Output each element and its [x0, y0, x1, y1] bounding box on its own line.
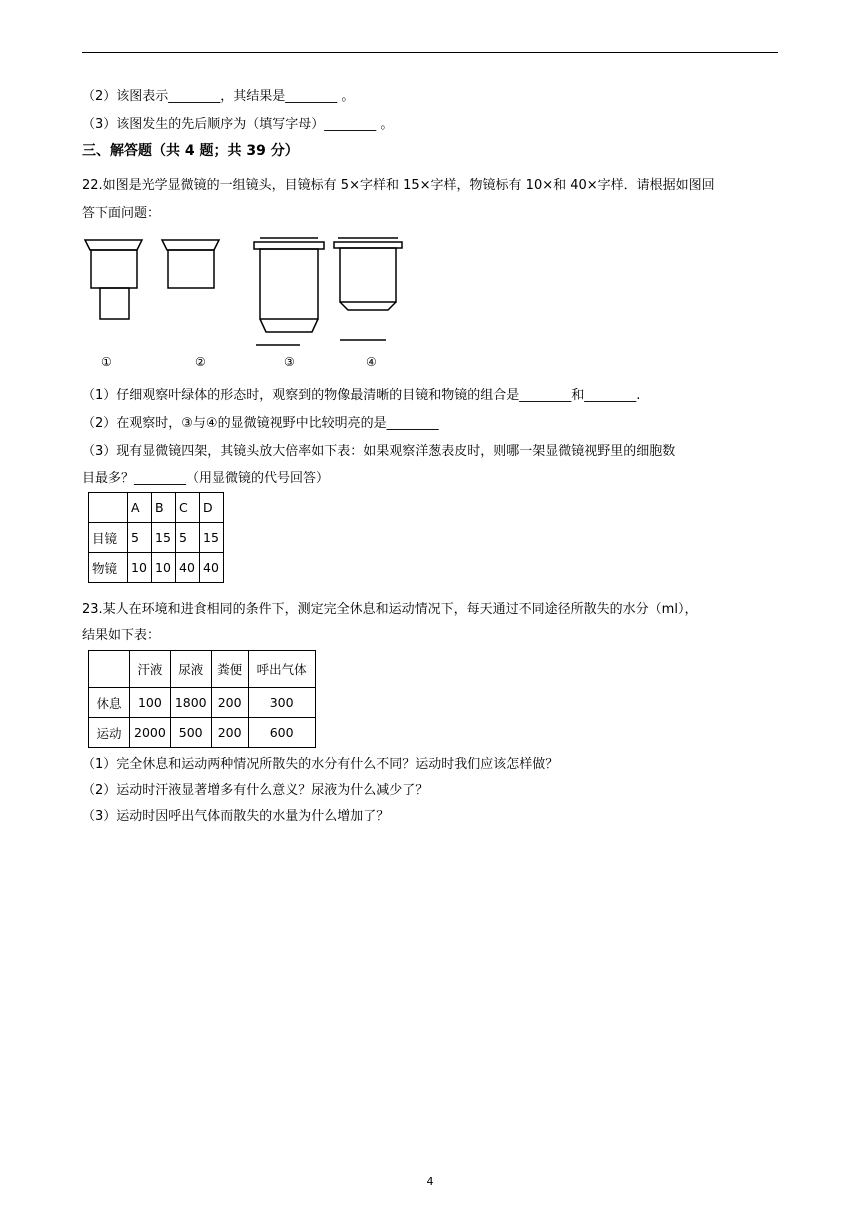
table-cell: 5 [176, 523, 200, 553]
question-21-part-2: （2）该图表示________，其结果是________ 。 [82, 89, 355, 104]
question-23-part-2: （2）运动时汗液显著增多有什么意义？尿液为什么减少了？ [82, 783, 429, 798]
table-cell: 500 [170, 718, 211, 748]
table-cell: 物镜 [89, 553, 128, 583]
question-21-part-3: （3）该图发生的先后顺序为（填写字母）________ 。 [82, 117, 394, 132]
table-cell: 15 [200, 523, 224, 553]
table-cell: 15 [152, 523, 176, 553]
table-cell: B [152, 493, 176, 523]
table-cell: C [176, 493, 200, 523]
table-cell: 100 [130, 688, 171, 718]
table-cell: 粪便 [211, 651, 248, 688]
table-row [89, 553, 224, 583]
magnification-table [88, 492, 224, 583]
lens-label-3: ③ [284, 355, 295, 369]
header-rule [82, 52, 778, 53]
question-22-text: 22.如图是光学显微镜的一组镜头，目镜标有 5×字样和 15×字样，物镜标有 10×和 40×字样．请根据如图回 [82, 178, 715, 193]
table-cell: 汗液 [130, 651, 171, 688]
table-row [89, 718, 316, 748]
lens-label-1: ① [101, 355, 112, 369]
lens-3-objective-long [254, 238, 324, 345]
section-heading: 三、解答题（共 4 题；共 39 分） [82, 143, 299, 159]
table-cell: 300 [248, 688, 315, 718]
question-22-part-3: （3）现有显微镜四架，其镜头放大倍率如下表：如果观察洋葱表皮时，则哪一架显微镜视野里的细胞数 [82, 444, 676, 459]
table-cell: 10 [152, 553, 176, 583]
table-cell [89, 493, 128, 523]
question-22-text-cont: 答下面问题： [82, 206, 161, 221]
lens-figure [82, 232, 422, 372]
question-22-part-1: （1）仔细观察叶绿体的形态时，观察到的物像最清晰的目镜和物镜的组合是________和________. [82, 388, 641, 403]
table-cell: 600 [248, 718, 315, 748]
lens-label-2: ② [195, 355, 206, 369]
page-number: 4 [426, 1175, 434, 1188]
question-23-text: 23.某人在环境和进食相同的条件下，测定完全休息和运动情况下，每天通过不同途径所散失的水分（ml）， [82, 602, 698, 617]
water-loss-table [88, 650, 316, 748]
table-cell: D [200, 493, 224, 523]
lens-2-eyepiece-short [162, 240, 219, 288]
lens-1-eyepiece-long [85, 240, 142, 319]
table-cell: 5 [128, 523, 152, 553]
table-cell: 目镜 [89, 523, 128, 553]
table-cell: 40 [200, 553, 224, 583]
question-23-text-cont: 结果如下表： [82, 628, 161, 643]
lens-label-4: ④ [366, 355, 377, 369]
table-cell: 200 [211, 718, 248, 748]
table-cell: 2000 [130, 718, 171, 748]
table-cell: 40 [176, 553, 200, 583]
table-cell: 呼出气体 [248, 651, 315, 688]
lens-4-objective-short [334, 238, 402, 340]
table-cell: A [128, 493, 152, 523]
table-cell: 200 [211, 688, 248, 718]
table-cell: 尿液 [170, 651, 211, 688]
question-23-part-3: （3）运动时因呼出气体而散失的水量为什么增加了？ [82, 809, 390, 824]
table-row [89, 523, 224, 553]
table-cell [89, 651, 130, 688]
table-cell: 1800 [170, 688, 211, 718]
table-row [89, 651, 316, 688]
question-22-part-3-cont: 目最多？________（用显微镜的代号回答） [82, 471, 330, 486]
table-cell: 10 [128, 553, 152, 583]
table-cell: 运动 [89, 718, 130, 748]
table-cell: 休息 [89, 688, 130, 718]
question-23-part-1: （1）完全休息和运动两种情况所散失的水分有什么不同？运动时我们应该怎样做？ [82, 757, 559, 772]
table-row [89, 688, 316, 718]
table-row [89, 493, 224, 523]
question-22-part-2: （2）在观察时，③与④的显微镜视野中比较明亮的是________ [82, 416, 439, 431]
